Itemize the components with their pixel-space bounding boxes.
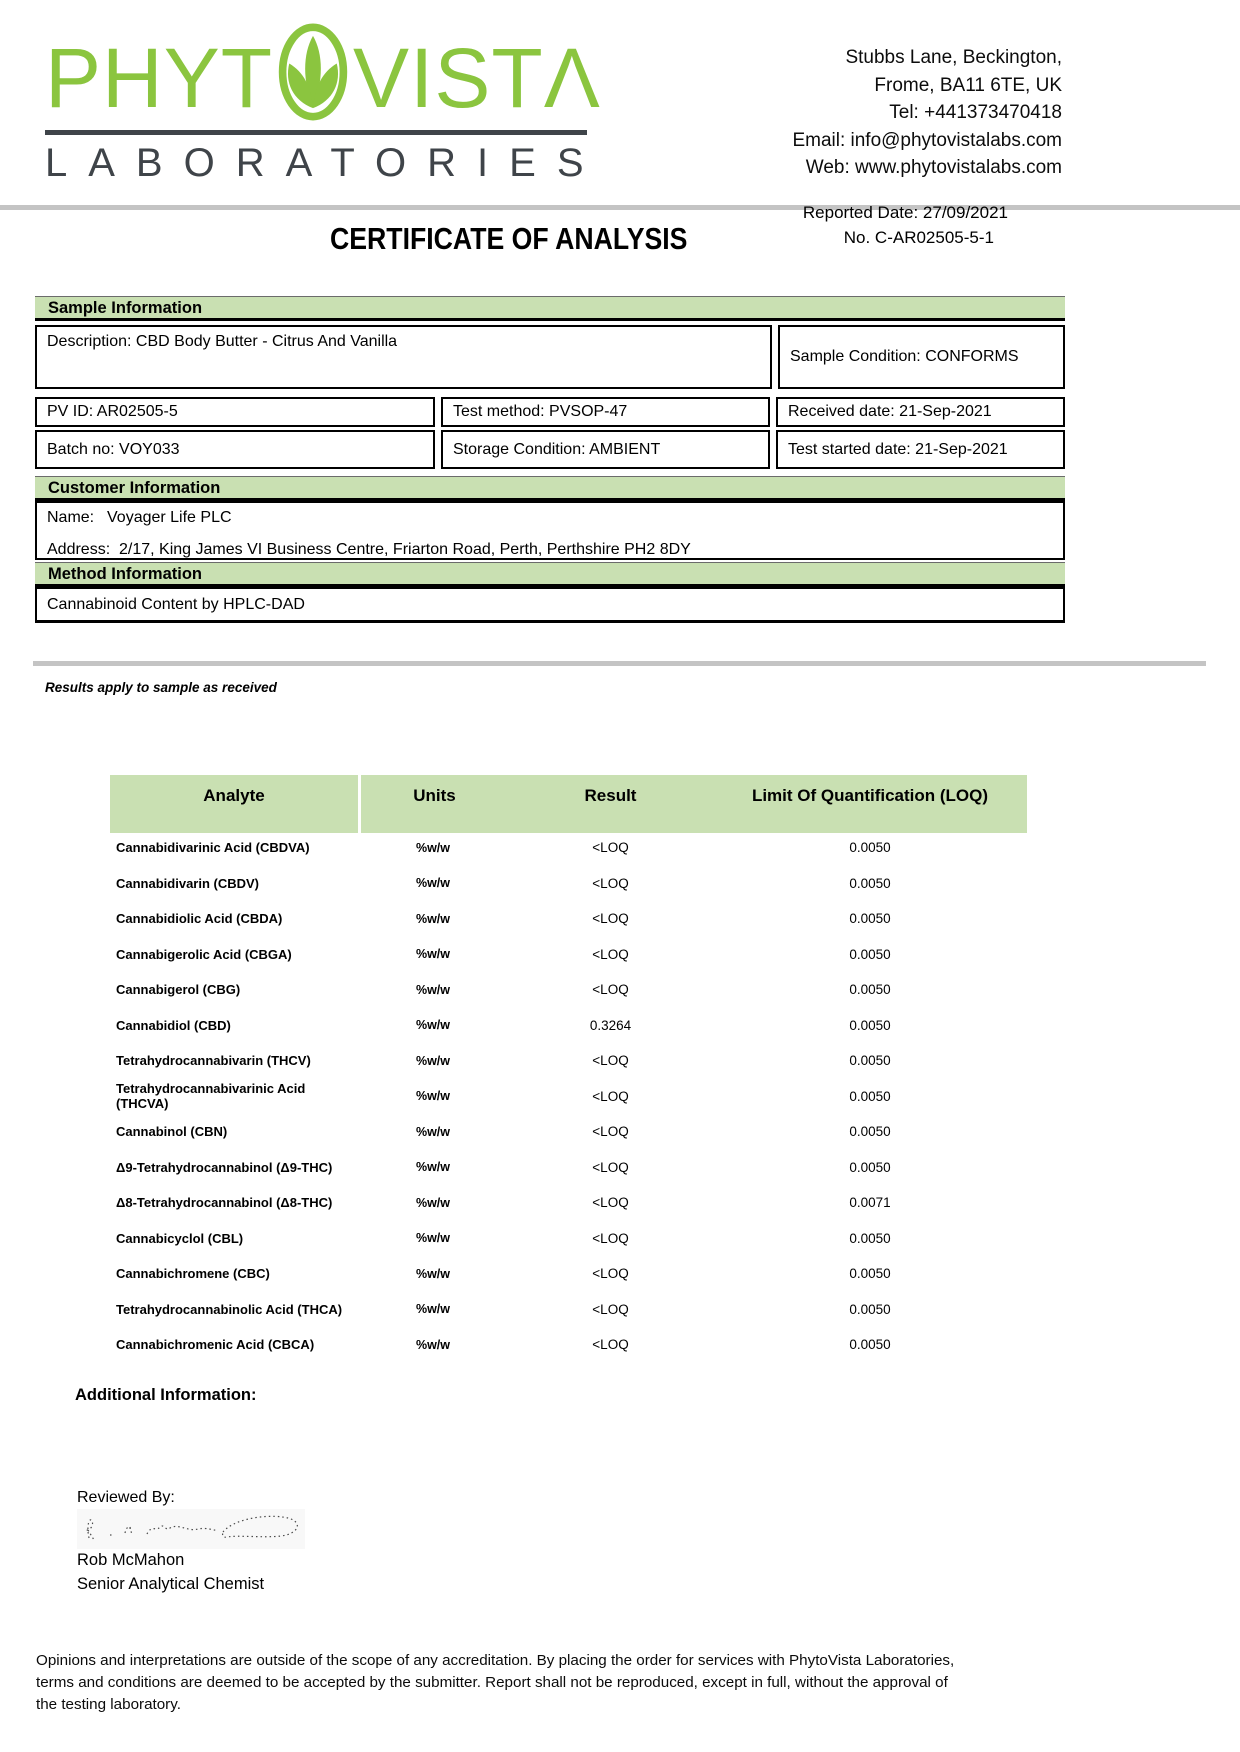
analyte-result: <LOQ: [592, 1124, 629, 1140]
disclaimer-text: [36, 1650, 1216, 1716]
analyte-loq: 0.0050: [849, 1159, 891, 1175]
results-note: Results apply to sample as received: [45, 680, 277, 695]
section-divider-rule: [33, 661, 1206, 666]
table-row: [110, 937, 1027, 973]
analyte-name: Cannabichromene (CBC): [116, 1266, 270, 1282]
analyte-loq: 0.0050: [849, 1230, 891, 1246]
sample-information-header: Sample Information: [35, 296, 1065, 321]
analyte-loq: 0.0050: [849, 911, 891, 927]
analyte-name: Tetrahydrocannabinolic Acid (THCA): [116, 1301, 343, 1317]
analyte-name: Cannabigerolic Acid (CBGA): [116, 946, 292, 962]
analyte-loq: 0.0050: [849, 1266, 891, 1282]
analyte-units: %w/w: [415, 982, 451, 997]
customer-name-line: [37, 503, 1063, 527]
analyte-units: %w/w: [415, 1053, 451, 1068]
logo-wordmark: [45, 28, 601, 128]
analyte-loq: 0.0050: [849, 946, 891, 962]
analyte-units: %w/w: [415, 1302, 451, 1317]
contact-phone: Tel: +441373470418: [889, 102, 1062, 123]
table-row: [110, 1114, 1027, 1150]
analyte-result: <LOQ: [592, 1337, 629, 1353]
analyte-name: Cannabicyclol (CBL): [116, 1230, 244, 1246]
analyte-result: <LOQ: [592, 1195, 629, 1211]
analyte-result: <LOQ: [592, 840, 629, 856]
method-information-header: Method Information: [35, 562, 1065, 587]
analyte-units: %w/w: [415, 1195, 451, 1210]
sample-description-row: [35, 325, 1065, 389]
test-method-cell: Test method: PVSOP-47: [441, 397, 770, 427]
table-row: [110, 972, 1027, 1008]
analyte-loq: 0.0050: [849, 1337, 891, 1353]
sample-condition-cell: Sample Condition: CONFORMS: [778, 325, 1065, 389]
analyte-result: <LOQ: [592, 1230, 629, 1246]
logo-text-right: VISTΛ: [353, 31, 601, 125]
customer-address-value: 2/17, King James VI Business Centre, Friarton Road, Perth, Perthshire PH2 8DY: [119, 541, 691, 558]
results-table-body: [110, 830, 1027, 1363]
analyte-name: Cannabidiol (CBD): [116, 1017, 231, 1033]
signature-image: [77, 1509, 305, 1549]
test-started-date-cell: Test started date: 21-Sep-2021: [776, 430, 1065, 469]
received-date-cell: Received date: 21-Sep-2021: [776, 397, 1065, 427]
analyte-result: <LOQ: [592, 1159, 629, 1175]
table-row: [110, 866, 1027, 902]
table-row: [110, 1292, 1027, 1328]
contact-address-line2: Frome, BA11 6TE, UK: [874, 74, 1062, 96]
method-information-box: Cannabinoid Content by HPLC-DAD: [35, 587, 1065, 623]
additional-information-label: Additional Information:: [75, 1386, 257, 1404]
customer-information-box: [35, 501, 1065, 560]
analyte-result: <LOQ: [592, 1053, 629, 1069]
table-row: [110, 1043, 1027, 1079]
column-header-loq: Limit Of Quantification (LOQ): [751, 786, 989, 805]
reported-date: Reported Date: 27/09/2021: [802, 203, 1008, 222]
analyte-loq: 0.0050: [849, 875, 891, 891]
document-title: CERTIFICATE OF ANALYSIS: [330, 221, 688, 256]
analyte-units: %w/w: [415, 1337, 451, 1352]
customer-address-label: Address:: [47, 541, 111, 558]
analyte-result: <LOQ: [592, 1088, 629, 1104]
pv-id-cell: PV ID: AR02505-5: [35, 397, 435, 427]
table-row: [110, 830, 1027, 866]
analyte-name: Tetrahydrocannabivarin (THCV): [116, 1053, 311, 1069]
analyte-name: Cannabichromenic Acid (CBCA): [116, 1337, 315, 1353]
analyte-result: <LOQ: [592, 911, 629, 927]
table-row: [110, 1327, 1027, 1363]
disclaimer-line3: the testing laboratory.: [36, 1696, 181, 1713]
contact-web: Web: www.phytovistalabs.com: [805, 157, 1062, 178]
customer-name-value: Voyager Life PLC: [107, 509, 232, 526]
analyte-units: %w/w: [415, 911, 451, 926]
analyte-name: Cannabinol (CBN): [116, 1124, 228, 1140]
analyte-loq: 0.0050: [849, 1301, 891, 1317]
analyte-units: %w/w: [415, 1160, 451, 1175]
analyte-loq: 0.0050: [849, 1124, 891, 1140]
analyte-name: Cannabidivarin (CBDV): [116, 875, 260, 891]
disclaimer-line1: Opinions and interpretations are outside of the scope of any accreditation. By placing the order for services with PhytoVista Laboratories,: [36, 1652, 955, 1669]
analyte-result: <LOQ: [592, 875, 629, 891]
report-number: No. C-AR02505-5-1: [843, 228, 994, 247]
reviewer-role: Senior Analytical Chemist: [77, 1575, 265, 1593]
analyte-name: Cannabidiolic Acid (CBDA): [116, 911, 283, 927]
analyte-name: Δ8-Tetrahydrocannabinol (Δ8-THC): [116, 1195, 333, 1211]
analyte-units: %w/w: [415, 947, 451, 962]
logo-subtitle: LABORATORIES: [45, 141, 605, 185]
analyte-units: %w/w: [415, 1266, 451, 1281]
disclaimer-line2: terms and conditions are deemed to be accepted by the submitter. Report shall not be reproduced, except in full, without the approval of: [36, 1674, 948, 1691]
sample-description-cell: Description: CBD Body Butter - Citrus And Vanilla: [35, 325, 772, 389]
analyte-name: Cannabigerol (CBG): [116, 982, 241, 998]
analyte-units: %w/w: [415, 1231, 451, 1246]
reviewed-by-label: Reviewed By:: [77, 1489, 175, 1506]
table-row: [110, 1256, 1027, 1292]
analyte-loq: 0.0050: [849, 1017, 891, 1033]
results-table-header: [110, 775, 1027, 833]
table-row: [110, 1150, 1027, 1186]
analyte-units: %w/w: [415, 1018, 451, 1033]
analyte-loq: 0.0050: [849, 1088, 891, 1104]
reviewer-name: Rob McMahon: [77, 1551, 185, 1569]
table-row: [110, 1008, 1027, 1044]
customer-address-line: [37, 527, 1063, 565]
analyte-units: %w/w: [415, 840, 451, 855]
report-meta: [700, 203, 1008, 248]
storage-condition-cell: Storage Condition: AMBIENT: [441, 430, 770, 469]
sample-ids-row: [35, 397, 1065, 427]
analyte-loq: 0.0050: [849, 840, 891, 856]
analyte-units: %w/w: [415, 876, 451, 891]
table-row: [110, 1185, 1027, 1221]
contact-address-line1: Stubbs Lane, Beckington,: [845, 47, 1062, 68]
header-divider-rule: [0, 205, 1240, 210]
analyte-result: <LOQ: [592, 946, 629, 962]
logo-text-left: PHYT: [45, 31, 274, 125]
analyte-loq: 0.0071: [849, 1195, 891, 1211]
analyte-units: %w/w: [415, 1124, 451, 1139]
contact-email: Email: info@phytovistalabs.com: [792, 129, 1062, 151]
customer-information-header: Customer Information: [35, 476, 1065, 501]
analyte-loq: 0.0050: [849, 982, 891, 998]
analyte-result: <LOQ: [592, 1266, 629, 1282]
lab-contact-block: [792, 44, 1062, 182]
analyte-name: Cannabidivarinic Acid (CBDVA): [116, 840, 310, 856]
column-header-analyte: Analyte: [203, 786, 265, 805]
sample-batch-row: [35, 430, 1065, 469]
analyte-name: Δ9-Tetrahydrocannabinol (Δ9-THC): [116, 1159, 333, 1175]
table-row: [110, 1079, 1027, 1115]
customer-name-label: Name:: [47, 509, 95, 526]
analyte-name: Tetrahydrocannabivarinic Acid (THCVA): [116, 1081, 306, 1112]
table-row: [110, 1221, 1027, 1257]
analyte-result: 0.3264: [589, 1017, 632, 1033]
analyte-result: <LOQ: [592, 1301, 629, 1317]
analyte-result: <LOQ: [592, 982, 629, 998]
column-header-result: Result: [584, 786, 637, 805]
leaf-icon: [275, 22, 351, 135]
table-row: [110, 901, 1027, 937]
column-header-units: Units: [358, 775, 508, 833]
batch-no-cell: Batch no: VOY033: [35, 430, 435, 469]
analyte-units: %w/w: [415, 1089, 451, 1104]
analyte-loq: 0.0050: [849, 1053, 891, 1069]
phytovista-logo: [45, 28, 605, 185]
